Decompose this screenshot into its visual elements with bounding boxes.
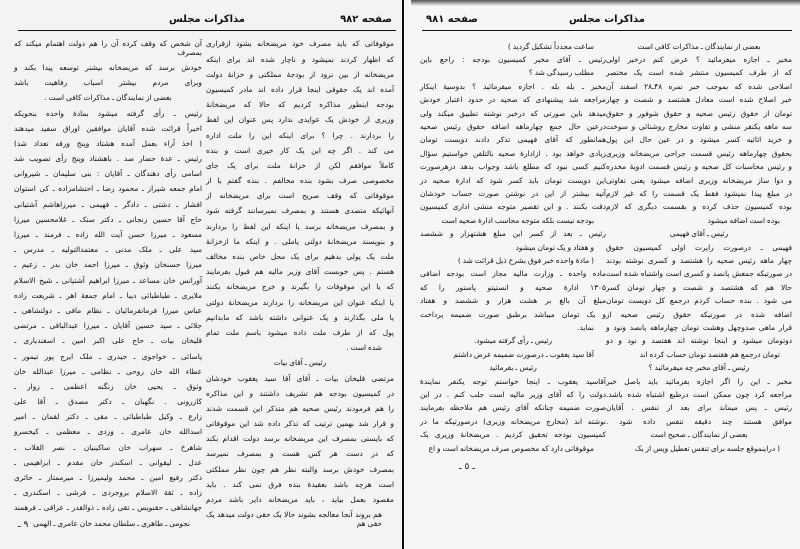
text-column-left — [14, 37, 202, 531]
text-line: وثوق ـ یحیی خان زنگنه اعظمی ـ زوار ـ — [14, 381, 202, 391]
text-line: اسدالله خان عامری ـ وزدی ـ معظمی ـ کیخسرو — [14, 427, 202, 437]
text-line: مبلغ آن بالغ بر هشت هزار و ششصد و هفتاد — [420, 296, 606, 306]
text-line: ملت یک پولی بدهیم برای یک محل خاص بنده مخالف — [206, 252, 394, 262]
text-line: که یا این موقوفات را بگیرند و خرج مریضخانه بکنند — [206, 282, 394, 292]
text-line: حالا هم که هشتصد و شصت و چهار تومان کسر — [606, 282, 792, 292]
text-line: مطلب رسیدگی شد ؟ — [528, 68, 594, 78]
text-line: کاملاً موافقم لکن از خزانهٔ ملت برای یک جای — [206, 160, 394, 170]
text-line: موافق هستند چند دقیقه تنفس داده شود . — [606, 416, 792, 426]
text-line: بمصرف خودش برسد والبته نظر هم چون نظر مملکتی — [206, 464, 394, 474]
text-line: و قرار شد بهمین ترتیب که تذکر داده شد این موقوفاتی — [206, 419, 394, 429]
text-line: هستم . پس خوبست آقای وزیر مالیه هم قبول بفرمایند — [206, 267, 394, 277]
text-line: وبرای مردم بیشتر اسباب رفاهیت باشد — [14, 78, 202, 88]
text-line: که از طرف کمیسیون منتشر شده است یک مختصر — [606, 68, 792, 78]
text-line: آتیه بیشتر از این در نوشتن صورت حساب خودشان — [420, 188, 606, 198]
text-line: رئیس ـ رأی گرفته میشود. — [473, 336, 553, 346]
text-line: ساعت مجدداً تشکیل گردید ) — [507, 41, 594, 51]
text-line: خبر اصلاح شده است معادل هشتصد و شصت و چهار — [606, 95, 792, 105]
text-line: همانطور که آقای فهیمی تذکر دادند دویست تومان — [420, 135, 606, 145]
text-line: رئیس ـ رأی گرفته میشود بمادهٔ واحده بنحویکه — [14, 108, 202, 118]
text-line: وزیری از خودش یک عوایدی ندارد پس عنوان این لفظ — [206, 115, 394, 125]
page-number: صفحه ۹۸۱ — [426, 14, 478, 25]
text-line: اصلاحی شده که بموجب خبر نمره ۴۸ـ۲۸ اسفند آن — [606, 81, 792, 91]
text-line: مسعود ـ میرزا حسن آیت الله زاده ـ فرمند ـ میرزا — [14, 230, 202, 240]
text-line: نجومی ـ طاهری ـ سلطان محمد خان عامری ـ الهمی — [33, 518, 190, 528]
text-line: مراجعه کرد چون ممکن است درطبع اشتباه شده باشد. — [606, 390, 792, 400]
text-line: حاج آقا حسین زنجانی ـ دکتر سنک ـ غلامحسین میرزا — [14, 214, 202, 224]
text-line: میرزا حسنخان وثوق ـ میرزا احمد خان بدر ـ زعیم ـ — [14, 260, 202, 270]
text-line: می شود . بنده حساب کردم درجمع کل دویست تومان — [606, 296, 792, 306]
text-line: و یک تومان میباشد برطبق صورت ضمیمه پرداخت — [420, 309, 606, 319]
text-line: جهانشاهی ـ حقنویس ـ تقی زاده ـ ذوالقدر ـ عراقی ـ فرهمند — [14, 503, 202, 513]
page-footer: ـ ٥ ـ — [459, 462, 475, 472]
text-line: را هم فرمودند رئیس صحیه هم متذکر این قسمت شدند — [206, 403, 394, 413]
text-line: ماده واحده ـ وزارت مالیه مجاز است بودجه اضافی — [420, 269, 606, 279]
text-line: عدل ـ لیقوانی ـ اسکندر خان مقدم ـ ابراهیمی ـ — [14, 457, 202, 467]
text-line: هم بروند آنجا معالجه بشوند حالا یک حقی دولت میدهد یک حقی هم — [206, 510, 382, 528]
page-981 — [404, 0, 800, 549]
text-column-right — [206, 37, 394, 531]
text-column-right — [606, 40, 792, 456]
text-line: چهار ماهه رئیس صحیه را هشتصد و کسری نوشته بودند — [606, 256, 792, 265]
text-line: نماید. — [577, 323, 594, 333]
text-line: افشار ـ دشتی ـ دادگر ـ فهیمی ـ میرزاهاشم آشتیانی — [14, 199, 202, 209]
text-line: مخصوصی صرف بشود بنده مخالفم . بنده گفتم یا از — [206, 176, 394, 186]
text-line: و هفتاد و یک تومان میشود — [515, 242, 594, 252]
text-line: مریضخانه از بین نرود از بودجهٔ مملکتی و خزانهٔ دولت — [206, 69, 394, 79]
text-line: است هرچه باشد بعقیدهٔ بنده فرق نمی کند . باید — [206, 479, 394, 489]
text-line: بوده است اضافه میشود — [707, 215, 780, 225]
text-line: تومان درجمع هم هفتصد تومان حساب کرده اند — [639, 349, 780, 359]
text-line: مراجعه شد پیشنهادی که صحیه در حدود اعتبار خودش — [420, 95, 606, 105]
page-number: صفحه ۹۸۲ — [340, 14, 392, 25]
text-line: یاسائی ـ خواجوی ـ حیدری ـ ملک ایرج پور تیمور ـ — [14, 351, 202, 361]
text-line: درعین حال جمع چهارماهه اضافه حقوق رئیس صحیه — [420, 121, 606, 131]
text-line: مخبر ـ اجازه میفرمائید ؟ عرض کنم درخبر اولی — [606, 54, 792, 64]
text-line: در مبلغ پیدا نمیشود فقط یک قسمت را که غیر لازم — [606, 188, 792, 198]
text-line: دقت بکنند . و این تقصیر متوجه منشی اداری کمیسیون — [420, 202, 606, 212]
page-header — [422, 14, 792, 31]
running-title: مذاکرات مجلس — [168, 14, 245, 25]
page-header — [18, 14, 396, 31]
text-line: ( مادهٔ واحده خبر فوق بشرح ذیل قرائت شد ) — [457, 256, 594, 265]
text-line: اخیراً قرائت شده آقایان موافقین اوراق سفید میدهند — [14, 123, 202, 133]
text-line: را بردارند . چرا ؟ برای اینکه این را ملت اداره — [206, 130, 394, 140]
text-line: اسامی رأی دهندگان ـ آقایان : بنی سلیمان ـ شیروانی — [14, 169, 202, 179]
text-line: در صورتیکه جمعش پانصد و کسری است واشتباه شده است — [606, 269, 792, 279]
text-line: قرار ماهی صدوچهل وهشت تومان چهارماهه پانصد ونود و — [606, 323, 792, 333]
text-line: سه ماهه یکنفر منشی و تفاوت مخارج روشنائی و سوخت — [606, 121, 792, 131]
text-line: رئیس ـ بفرمائید — [489, 363, 537, 373]
text-line: آورانس خان مساعد ـ میرزا ابراهیم آشتیانی ـ شیخ الاسلام — [14, 275, 202, 285]
running-title: مذاکرات مجلس — [568, 14, 645, 25]
text-line: موقوفاتی که باید مصرف خود مریضخانه بشود ازقراری — [206, 39, 394, 49]
text-line: ( دراینموقع جلسه برای تنفس تعطیل وپس از یک — [634, 443, 780, 453]
text-line: که اظهار کردند نمیشود و ناچار شده اند برای اینکه — [206, 54, 394, 64]
text-line: پول که از طرف ملت داده میشود باسم ملت تمام — [206, 327, 394, 337]
text-line: و رئیس محاسبات کل صحیه و رئیس قسمت ادویهٔ مخدره — [606, 162, 792, 172]
text-line: قلیخان بیات ـ حاج علی اکبر امین ـ اسفندیاری ـ — [14, 336, 202, 346]
text-line: بعضی از نمایندگان ـ مذاکرات کافی است . — [44, 93, 172, 103]
text-line: که در دست هر کس هست و بمصرف نمیرسد — [206, 449, 394, 459]
text-line: بوده کمیسیون حذف کرده و بقسمت دیگری که لازم — [606, 202, 792, 212]
text-line: بعضی از نمایندگان ـ مذاکرات کافی است — [637, 41, 761, 51]
text-line: کنیم کسی نبود که مطلع باشد وجواب بدهد درهرصورت — [420, 162, 606, 172]
text-line: مخبر ـ بله بله . اجازه میفرمائید ؟ بدوسیهٔ اینکار — [420, 81, 606, 91]
text-line: آقا سید یعقوب ـ درصورت ضمیمه عرض داشتم — [453, 349, 594, 359]
text-line: آنهائیکه متصدی هستند و بمصرف نمیرسانند گرفته شود — [206, 206, 394, 216]
text-line: زاده ـ ثقة الاسلام بروجردی ـ فرشی ـ اسکندری ـ — [14, 488, 202, 498]
text-line: ( اخذ آراء بعمل آمده هشتاد وپنج ورقه تعداد شد) — [14, 138, 202, 148]
text-line: رئیس ـ آقای مخبر کمیسیون بودجه : راجع باین — [420, 54, 606, 64]
text-line: سید علی ـ ملک مدنی ـ معتمدالتولیه ـ مدرس ـ — [14, 245, 202, 255]
scan-edge-shadow — [411, 0, 800, 6]
text-column-left — [420, 40, 606, 456]
text-line: ۱۳۰۵ ادارهٔ صحیه و انستیتو پاستور را که — [420, 282, 606, 292]
text-line: ملایری ـ طباطبائی دیبا ـ امام جمعهٔ اهر ـ شریعت زاده — [14, 290, 202, 300]
text-line: زیادی خواهد بود . ازادارهٔ صحیه بالتلفن خواستیم سؤال — [420, 148, 606, 158]
text-line: رئیس ـ آقای فهیمی — [669, 229, 729, 239]
text-line: جلائی ـ سید حسین آقایان ـ میرزا عبدالباقی ـ مرتضی — [14, 321, 202, 331]
text-line: رئیس ـ بعد از کسر این مبلغ هشتهزار و ششصد — [420, 229, 606, 239]
text-line: میدهد باین صورتی که درخبر نوشته تطبیق میکند ولی — [420, 108, 606, 118]
text-line: عباس میرزا فرمانفرمائیان ـ نظام مافی ـ دولتشاهی ـ — [14, 305, 202, 315]
text-line: رئیس ـ پس میماند برای بعد از تنفس . آقایان — [606, 403, 792, 413]
text-line: بحقوق چهارماهه رئیس قسمت جراحی مریضخانه وزیری — [606, 148, 792, 158]
text-line: نوشته اند (مخارج مریضخانه وزیری) درصورتیکه ما در — [420, 416, 606, 426]
text-line: رئیس ـ آقای مخبر چه میفرمائید ؟ — [648, 363, 750, 373]
text-line: بعضی از نمایندگان ـ صحیح است — [650, 430, 748, 440]
text-line: آمده اند یک حقوقی اینجا قرار داده اند مادر کمیسیون — [206, 84, 394, 94]
text-line: و خرید اثاثیه کسر میشود و در عین حال این پول — [606, 135, 792, 145]
text-line: رئیس ـ عدهٔ حضار صد . باهشتاد وپنج رأی تصویب شد — [14, 154, 202, 164]
text-line: آقاسید یعقوب ـ اینجا خواستم توجه یکنفر نمایندهٔ — [420, 376, 606, 386]
text-line: یا اینکه عنوان این مریضخانه را بردارند مریضخانهٔ دولتی — [206, 297, 394, 307]
text-line: که بایستی بمصرف این مریضخانه برسد دولت اقدام بکند — [206, 434, 394, 444]
text-line: دولت را که آقای وزیر مالیه است جلب کنم . در این — [420, 390, 606, 400]
text-line: رئیس ـ آقای بیات — [273, 358, 327, 368]
text-line: و بنویسند مریضخانهٔ دولتی یاملی . و اینکه ما ازخزانهٔ — [206, 236, 394, 246]
text-line: کازرونی . نگهبان ـ دکتر مصدق ـ آقا علی — [14, 397, 202, 407]
text-line: آن شخص که وقف کرده آن را هم دولت اهتمام میکند که بمصرف — [14, 39, 202, 57]
text-line: زارع ـ وکیل طباطبائی ـ مقی ـ دکتر لقمان ـ امیر — [14, 412, 202, 422]
text-line: و دوا ساز مریضخانه وزیری اضافه میشود یعنی تفاوتی — [606, 175, 792, 185]
text-line: فهیمی ـ درصورت راپرت اولی کمیسیون حقوق — [606, 242, 792, 252]
text-line: بودجه اینطور مذاکره کردیم که حالا که مریضخانهٔ — [206, 100, 394, 110]
text-line: خودش برسد که مریضخانه بیشتر توسعه پیدا بکند و — [14, 62, 202, 72]
text-line: دوتومان میشود و اینجا نوشته اند هفتصد و نود و دو — [606, 336, 792, 346]
text-line: شاهرخ ـ سهراب خان ساکینیان ـ نصر القلاب ـ — [14, 442, 202, 452]
text-line: موقوفاتی که وقف صریح است برای مریضخانه از — [206, 191, 394, 201]
text-line: مخبر ـ این را اگر اجازه بفرمائید باید باصل خبر — [606, 376, 792, 386]
text-line: مرتضی قلیخان بیات ـ آقای آقا سید یعقوب خودشان — [206, 373, 394, 383]
text-line: در کمیسیون بودجه هم تشریف داشتند و این مذاکره — [206, 388, 394, 398]
text-line: مقصود بعمل بیاید ، باید مریضخانه دایر باشد مردم — [206, 495, 394, 505]
text-line: امام جمعه شیراز ـ محمود رضا ـ احتشامزاده ـ کی استوان — [14, 184, 202, 194]
text-line: بودجه نیست بلکه متوجه محاسب ادارهٔ صحیه است — [441, 215, 594, 225]
text-line: عطاء الله خان روحی ـ نظامی ـ میرزا عبدالله خان — [14, 366, 202, 376]
text-line: اضافه شده در صورتیکه حقوق رئیس صحیه از — [606, 309, 792, 319]
text-line: و بمصرف مریضخانه برسد یا اینکه این لفظ را بردارند — [206, 221, 394, 231]
text-line: می کند . اگر چه این یک کار خیری است و بنده — [206, 145, 394, 155]
text-line: یا ملی بگذارند و یک عنوانی داشته باشد که مابدانیم — [206, 312, 394, 322]
text-line: شده است . — [346, 343, 382, 353]
text-line: این دویست تومان باید کسر شود که ادارهٔ صحیه در — [420, 175, 606, 185]
text-line: تومان از حقوق رئیس صحیه و حقوق شوفور و حقوق — [606, 108, 792, 118]
text-line: صورت ضمیمه چنانکه آقای رئیس هم ملاحظه بفرمایند — [420, 403, 606, 413]
text-line: دکتر رفیع امین ـ محمد ولیمیرزا ـ میرممتاز ـ حائری — [14, 473, 202, 483]
text-line: کمیسیون بودجه تحقیق کردیم . مریضخانهٔ وزیری یک — [420, 430, 606, 440]
text-line: موقوفاتی دارد که مخصوص صرف مریضخانه است و اع — [428, 443, 594, 453]
page-footer: ۹ ـ — [18, 520, 29, 530]
